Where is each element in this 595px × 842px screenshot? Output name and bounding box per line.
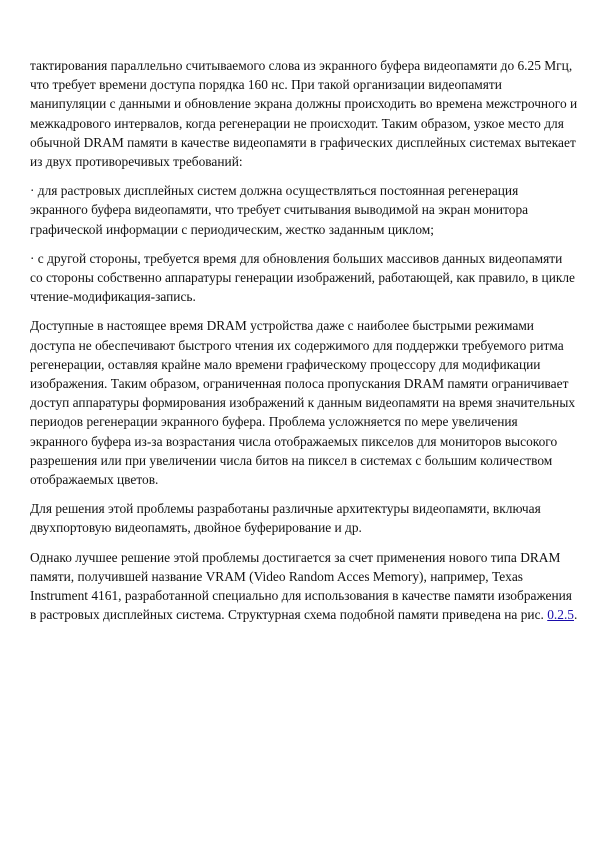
figure-link[interactable]: 0.2.5 [547, 607, 574, 623]
vram-paragraph-end: . [574, 607, 578, 623]
paragraph-dram-limits: Доступные в настоящее время DRAM устройства даже с наиболее быстрыми режимами доступа не обеспечивают быстрого чтения их содержимого для поддержки требуемого ритма регенерации, оставляя крайне мало времени графическому процессору для модификации изображения. Таким образом, ограниченная полоса пропускания DRAM памяти ограничивает доступ аппаратуры формирования изображений к данным видеопамяти на время значительных периодов регенерации экранного буфера. Проблема усложняется по мере увеличения экранного буфера из-за возрастания числа отображаемых пикселов для мониторов высокого разрешения или при увеличении числа битов на пиксел в системах с большим количеством отображаемых цветов. [30, 318, 576, 488]
document-body [30, 56, 578, 634]
paragraph-intro: тактирования параллельно считываемого слова из экранного буфера видеопамяти до 6.25 Мгц, что требует времени доступа порядка 160 нс. При такой организации видеопамяти манипуляции с данными и обновление экрана должны происходить во времена межстрочного и межкадрового интервалов, когда регенерации не происходит. Таким образом, узкое место для обычной DRAM памяти в качестве видеопамяти в графических дисплейных системах вытекает из двух противоречивых требований: [30, 58, 578, 170]
paragraph-architectures: Для решения этой проблемы разработаны различные архитектуры видеопамяти, включая двухпортовую видеопамять, двойное буферирование и др. [30, 501, 541, 536]
bullet-paragraph-regeneration: · для растровых дисплейных систем должна осуществляться постоянная регенерация экранного буфера видеопамяти, что требует считывания выводимой на экран монитора графической информации с периодическим, жестко заданным циклом; [30, 183, 529, 237]
vram-paragraph-text: Однако лучшее решение этой проблемы достигается за счет применения нового типа DRAM памяти, получившей название VRAM (Video Random Acces Memory), например, Texas Instrument 4161, разработанной специально для использования в качестве памяти изображения в растровых дисплейных система. Структурная схема подобной памяти приведена на рис. [30, 549, 572, 623]
paragraph-vram [30, 548, 578, 625]
bullet-paragraph-update: · с другой стороны, требуется время для обновления больших массивов данных видеопамяти со стороны собственно аппаратуры генерации изображений, работающей, как правило, в цикле чтение-модификация-запись. [30, 250, 575, 305]
